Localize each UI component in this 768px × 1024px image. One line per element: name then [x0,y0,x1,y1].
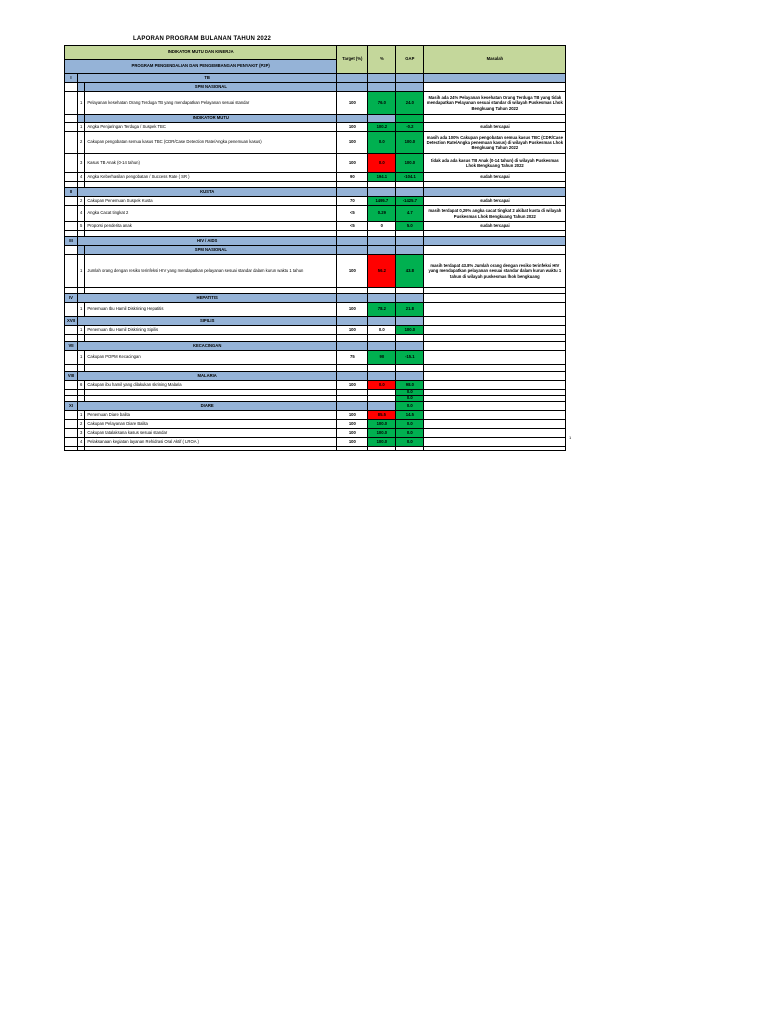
row-percent: 0.0 [368,381,396,390]
row-percent: 78.2 [368,303,396,317]
row-gap: -0.2 [396,123,424,132]
section-number: II [65,188,78,197]
report-table [64,45,566,451]
row-label: Cakupan pengobatan semua kasus TBC (CDR/Case Detection Rate/Angka penemuan kasus) [85,132,337,154]
row-target: 100 [337,132,368,154]
row-number: 4 [78,438,85,447]
row-gap: 0.0 [396,396,424,402]
row-number: 3 [78,429,85,438]
row-gap: -15.1 [396,351,424,365]
row-gap: 24.0 [396,92,424,115]
section-title: HEPATITIS [78,294,337,303]
section-number: XI [65,402,78,411]
row-note: masih ada 100% Cakupan pengobatan semua kasus TBC (CDR/Case Detection Rate/Angka penemuan kasus) di wilayah Puskesmas Lhok Bengkuang Tahun 2022 [424,132,566,154]
row-note: Masih ada 24% Pelayanan kesehatan Orang Terduga TB yang tidak mendapatkan Pelayanan sesuai standar di wilayah Puskesmas Lhok Bengkuang Tahun 2022 [424,92,566,115]
header-masalah: Masalah [424,46,566,74]
row-percent: 100.2 [368,123,396,132]
row-target: <5 [337,222,368,231]
row-target: 90 [337,173,368,182]
row-percent: 0.0 [368,132,396,154]
row-gap: 0.0 [396,420,424,429]
row-target: 100 [337,381,368,390]
row-label: Cakupan POPM Kecacingan [85,351,337,365]
row-label: Cakupan tatalaksana kasus sesuai standar [85,429,337,438]
section-title: DIARE [78,402,337,411]
row-label: Cakupan Pelayanan Diare Balita [85,420,337,429]
header-indikator: INDIKATOR MUTU DAN KINERJA [65,46,337,60]
section-title: KUSTA [78,188,337,197]
side-marker: 1 [569,435,572,440]
row-number: 2 [78,132,85,154]
row-percent: 100.0 [368,438,396,447]
row-label: Angka Keberhasilan pengobatan / Success Rate ( SR ) [85,173,337,182]
row-percent: 1495.7 [368,197,396,206]
section-title: HIV / AIDS [78,237,337,246]
header-percent: % [368,46,396,74]
row-gap: 0.0 [396,402,424,411]
row-target: 100 [337,123,368,132]
subsection-title: SPM NASIONAL [85,83,337,92]
row-percent: 0.29 [368,206,396,222]
row-number: 2 [78,420,85,429]
row-label: Angka Penjaringan Terduga / Suspek TBC [85,123,337,132]
row-number: 1 [78,123,85,132]
row-number: 6 [78,381,85,390]
row-percent: 90 [368,351,396,365]
row-note: sudah tercapai [424,173,566,182]
row-percent: 100.0 [368,429,396,438]
row-label: Cakupan ibu hamil yang dilakukan skrining Malaria [85,381,337,390]
row-number: 1 [78,303,85,317]
section-number: I [65,74,78,83]
row-label: Pelayanan kesehatan Orang Terduga TB yang mendapatkan Pelayanan sesuai standar [85,92,337,115]
row-label: Penemuan Ibu Hamil Diskrining Sipilis [85,326,337,335]
section-title: SIPILIS [78,317,337,326]
row-target: 100 [337,438,368,447]
row-gap: 4.7 [396,206,424,222]
row-target: 100 [337,411,368,420]
row-target: 100 [337,429,368,438]
section-number: III [65,237,78,246]
section-title: MALARIA [78,372,337,381]
row-note: sudah tercapai [424,222,566,231]
header-target: Target (%) [337,46,368,74]
row-percent: 0.0 [368,326,396,335]
section-number: VIII [65,372,78,381]
header-program: PROGRAM PENGENDALIAN DAN PENGEMBANGAN PENYAKIT (P2P) [65,60,337,74]
row-gap: 98.0 [396,381,424,390]
row-number: 1 [78,351,85,365]
row-gap: 5.0 [396,222,424,231]
row-gap: 100.0 [396,154,424,173]
section-title: KECACINGAN [78,342,337,351]
row-number: 1 [78,92,85,115]
subsection-title: INDIKATOR MUTU [85,115,337,123]
row-label: Pelaksanaan kegiatan layanan Rehidrasi Oral Aktif ( LROA ) [85,438,337,447]
row-number: 1 [78,326,85,335]
row-target: 70 [337,197,368,206]
row-number: 1 [78,411,85,420]
row-gap: -1425.7 [396,197,424,206]
row-target: 100 [337,154,368,173]
row-label: Kasus TB Anak (0-14 tahun) [85,154,337,173]
row-target: <5 [337,206,368,222]
row-note: tidak ada ada kasus TB Anak (0-14 tahun) di wilayah Puskesmas Lhok Bengkuang Tahun 2022 [424,154,566,173]
row-gap: 0.0 [396,390,424,396]
row-percent: 76.0 [368,92,396,115]
row-number: 1 [78,255,85,288]
section-number: IV [65,294,78,303]
row-target: 100 [337,303,368,317]
row-number: 3 [78,154,85,173]
row-gap: 100.0 [396,326,424,335]
row-target: 75 [337,351,368,365]
row-target: 100 [337,92,368,115]
row-gap: 100.0 [396,132,424,154]
header-gap: GAP [396,46,424,74]
row-gap: 0.0 [396,438,424,447]
row-percent: 100.0 [368,420,396,429]
subsection-title: SPM NASIONAL [85,246,337,255]
row-percent: 194.1 [368,173,396,182]
row-label: Penemuan Diare balita [85,411,337,420]
row-number: 4 [78,173,85,182]
row-number: 2 [78,197,85,206]
row-target: 100 [337,326,368,335]
row-percent: 0 [368,222,396,231]
section-number: XVII [65,317,78,326]
row-percent: 0.0 [368,154,396,173]
row-note: masih terdapat 0,29% angka cacat tingkat 2 akibat kusta di wilayah Puskesmas Lhok Bengkuang Tahun 2022 [424,206,566,222]
section-number: VII [65,342,78,351]
row-gap: 0.0 [396,429,424,438]
row-label: Cakupan Penemuan Suspek Kusta [85,197,337,206]
row-gap: -104.1 [396,173,424,182]
row-number: 5 [78,222,85,231]
report-title: LAPORAN PROGRAM BULANAN TAHUN 2022 [133,36,272,42]
row-gap: 43.8 [396,255,424,288]
row-gap: 14.5 [396,411,424,420]
row-gap: 21.8 [396,303,424,317]
row-target: 100 [337,420,368,429]
row-label: Proporsi penderita anak [85,222,337,231]
row-percent: 56.2 [368,255,396,288]
section-title: TB [78,74,337,83]
row-percent: 85.5 [368,411,396,420]
row-note: sudah tercapai [424,197,566,206]
row-label: Penemuan Ibu Hamil Diskrining Hepatitis [85,303,337,317]
row-number: 4 [78,206,85,222]
row-target: 100 [337,255,368,288]
row-note: masih terdapat 43.8% Jumlah orang dengan resiko terinfeksi HIV yang mendapatkan pelayanan sesuai standar dalam kurun waktu 1 tahun di wilayah puskesmas lhok bengkuang [424,255,566,288]
row-note: sudah tercapai [424,123,566,132]
row-label: Angka Cacat tingkat 2 [85,206,337,222]
row-label: Jumlah orang dengan resiko terinfeksi HIV yang mendapatkan pelayanan sesuai standar dalam kurun waktu 1 tahun [85,255,337,288]
